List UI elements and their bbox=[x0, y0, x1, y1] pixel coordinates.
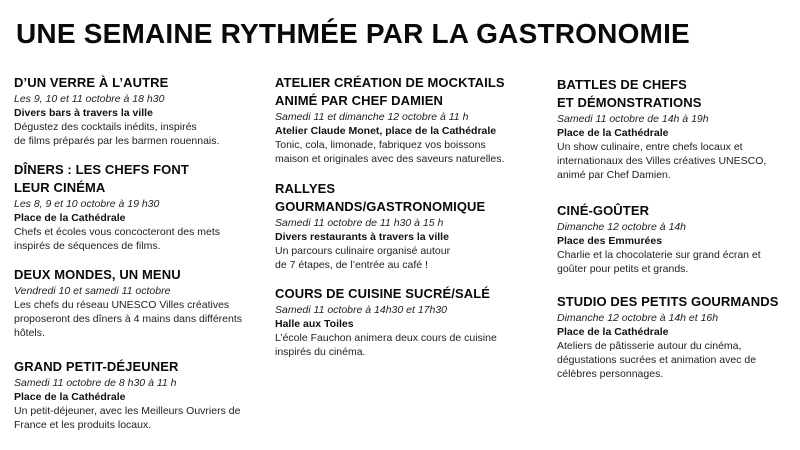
event-description: Un show culinaire, entre chefs locaux et bbox=[557, 141, 743, 153]
event-description: Les chefs du réseau UNESCO Villes créatives bbox=[14, 299, 230, 311]
event-description: Chefs et écoles vous concocteront des mets bbox=[14, 226, 221, 238]
event-title: RALLYES GOURMANDS/GASTRONOMIQUE bbox=[275, 181, 486, 214]
event-block bbox=[14, 161, 264, 253]
event-date: Dimanche 12 octobre à 14h bbox=[557, 221, 686, 233]
event-date: Samedi 11 octobre de 14h à 19h bbox=[557, 113, 709, 125]
event-description: célèbres personnages. bbox=[557, 368, 664, 380]
event-description: Ateliers de pâtisserie autour du cinéma, bbox=[557, 340, 742, 352]
event-title: GRAND PETIT-DÉJEUNER bbox=[14, 359, 179, 374]
event-description: dégustations sucrées et animation avec de bbox=[557, 354, 757, 366]
column-2 bbox=[275, 74, 545, 359]
event-description: Un petit-déjeuner, avec les Meilleurs Ouvriers de bbox=[14, 405, 241, 417]
event-title: BATTLES DE CHEFS bbox=[557, 77, 687, 92]
event-place: Divers bars à travers la ville bbox=[14, 107, 153, 119]
event-title: DEUX MONDES, UN MENU bbox=[14, 267, 181, 282]
event-place: Place de la Cathédrale bbox=[14, 391, 126, 403]
event-title: CINÉ-GOÛTER bbox=[557, 203, 650, 218]
event-description: hôtels. bbox=[14, 327, 45, 339]
column-1 bbox=[14, 74, 264, 432]
event-description: inspirés de séquences de films. bbox=[14, 240, 161, 252]
event-date: Les 8, 9 et 10 octobre à 19 h30 bbox=[14, 198, 160, 210]
event-title: ANIMÉ PAR CHEF DAMIEN bbox=[275, 93, 443, 108]
event-place: Place de la Cathédrale bbox=[14, 212, 126, 224]
event-block bbox=[557, 76, 797, 182]
event-title: D’UN VERRE À L’AUTRE bbox=[14, 75, 169, 90]
event-place: Atelier Claude Monet, place de la Cathédrale bbox=[275, 125, 497, 137]
event-block bbox=[14, 358, 264, 432]
event-description: proposeront des dîners à 4 mains dans différents bbox=[14, 313, 243, 325]
event-block bbox=[557, 293, 797, 381]
column-3 bbox=[557, 76, 797, 381]
event-description: internationaux des Villes créatives UNESCO, bbox=[557, 155, 767, 167]
event-block bbox=[14, 74, 264, 148]
event-description: France et les produits locaux. bbox=[14, 419, 152, 431]
event-title: ET DÉMONSTRATIONS bbox=[557, 95, 702, 110]
event-description: L’école Fauchon animera deux cours de cuisine bbox=[275, 332, 497, 344]
event-date: Vendredi 10 et samedi 11 octobre bbox=[14, 285, 171, 297]
event-description: Charlie et la chocolaterie sur grand écran et bbox=[557, 249, 761, 261]
event-place: Place de la Cathédrale bbox=[557, 127, 669, 139]
event-block bbox=[14, 266, 264, 340]
event-title: LEUR CINÉMA bbox=[14, 180, 106, 195]
event-description: de films préparés par les barmen rouennais. bbox=[14, 135, 220, 147]
event-description: Tonic, cola, limonade, fabriquez vos boissons bbox=[275, 139, 486, 151]
event-description: Dégustez des cocktails inédits, inspirés bbox=[14, 121, 197, 133]
event-description: inspirés du cinéma. bbox=[275, 346, 366, 358]
event-description: maison et originales avec des saveurs naturelles. bbox=[275, 153, 505, 165]
event-date: Dimanche 12 octobre à 14h et 16h bbox=[557, 312, 719, 324]
event-date: Samedi 11 octobre de 8 h30 à 11 h bbox=[14, 377, 177, 389]
event-title: COURS DE CUISINE SUCRÉ/SALÉ bbox=[275, 286, 491, 301]
event-block bbox=[557, 202, 797, 276]
event-block bbox=[275, 285, 545, 359]
page-title: UNE SEMAINE RYTHMÉE PAR LA GASTRONOMIE bbox=[16, 18, 690, 49]
event-date: Samedi 11 et dimanche 12 octobre à 11 h bbox=[275, 111, 469, 123]
event-place: Place de la Cathédrale bbox=[557, 326, 669, 338]
event-place: Divers restaurants à travers la ville bbox=[275, 231, 449, 243]
event-date: Samedi 11 octobre de 11 h30 à 15 h bbox=[275, 217, 444, 229]
event-place: Halle aux Toiles bbox=[275, 318, 354, 330]
event-title: STUDIO DES PETITS GOURMANDS bbox=[557, 294, 779, 309]
event-date: Samedi 11 octobre à 14h30 et 17h30 bbox=[275, 304, 448, 316]
event-block bbox=[275, 74, 545, 166]
event-description: Un parcours culinaire organisé autour bbox=[275, 245, 451, 257]
event-title: ATELIER CRÉATION DE MOCKTAILS bbox=[275, 75, 505, 90]
event-description: de 7 étapes, de l’entrée au café ! bbox=[275, 259, 428, 271]
event-description: animé par Chef Damien. bbox=[557, 169, 671, 181]
event-description: goûter pour petits et grands. bbox=[557, 263, 689, 275]
event-title: DÎNERS : LES CHEFS FONT bbox=[14, 162, 189, 177]
event-date: Les 9, 10 et 11 octobre à 18 h30 bbox=[14, 93, 165, 105]
event-block bbox=[275, 180, 545, 272]
event-place: Place des Emmurées bbox=[557, 235, 663, 247]
